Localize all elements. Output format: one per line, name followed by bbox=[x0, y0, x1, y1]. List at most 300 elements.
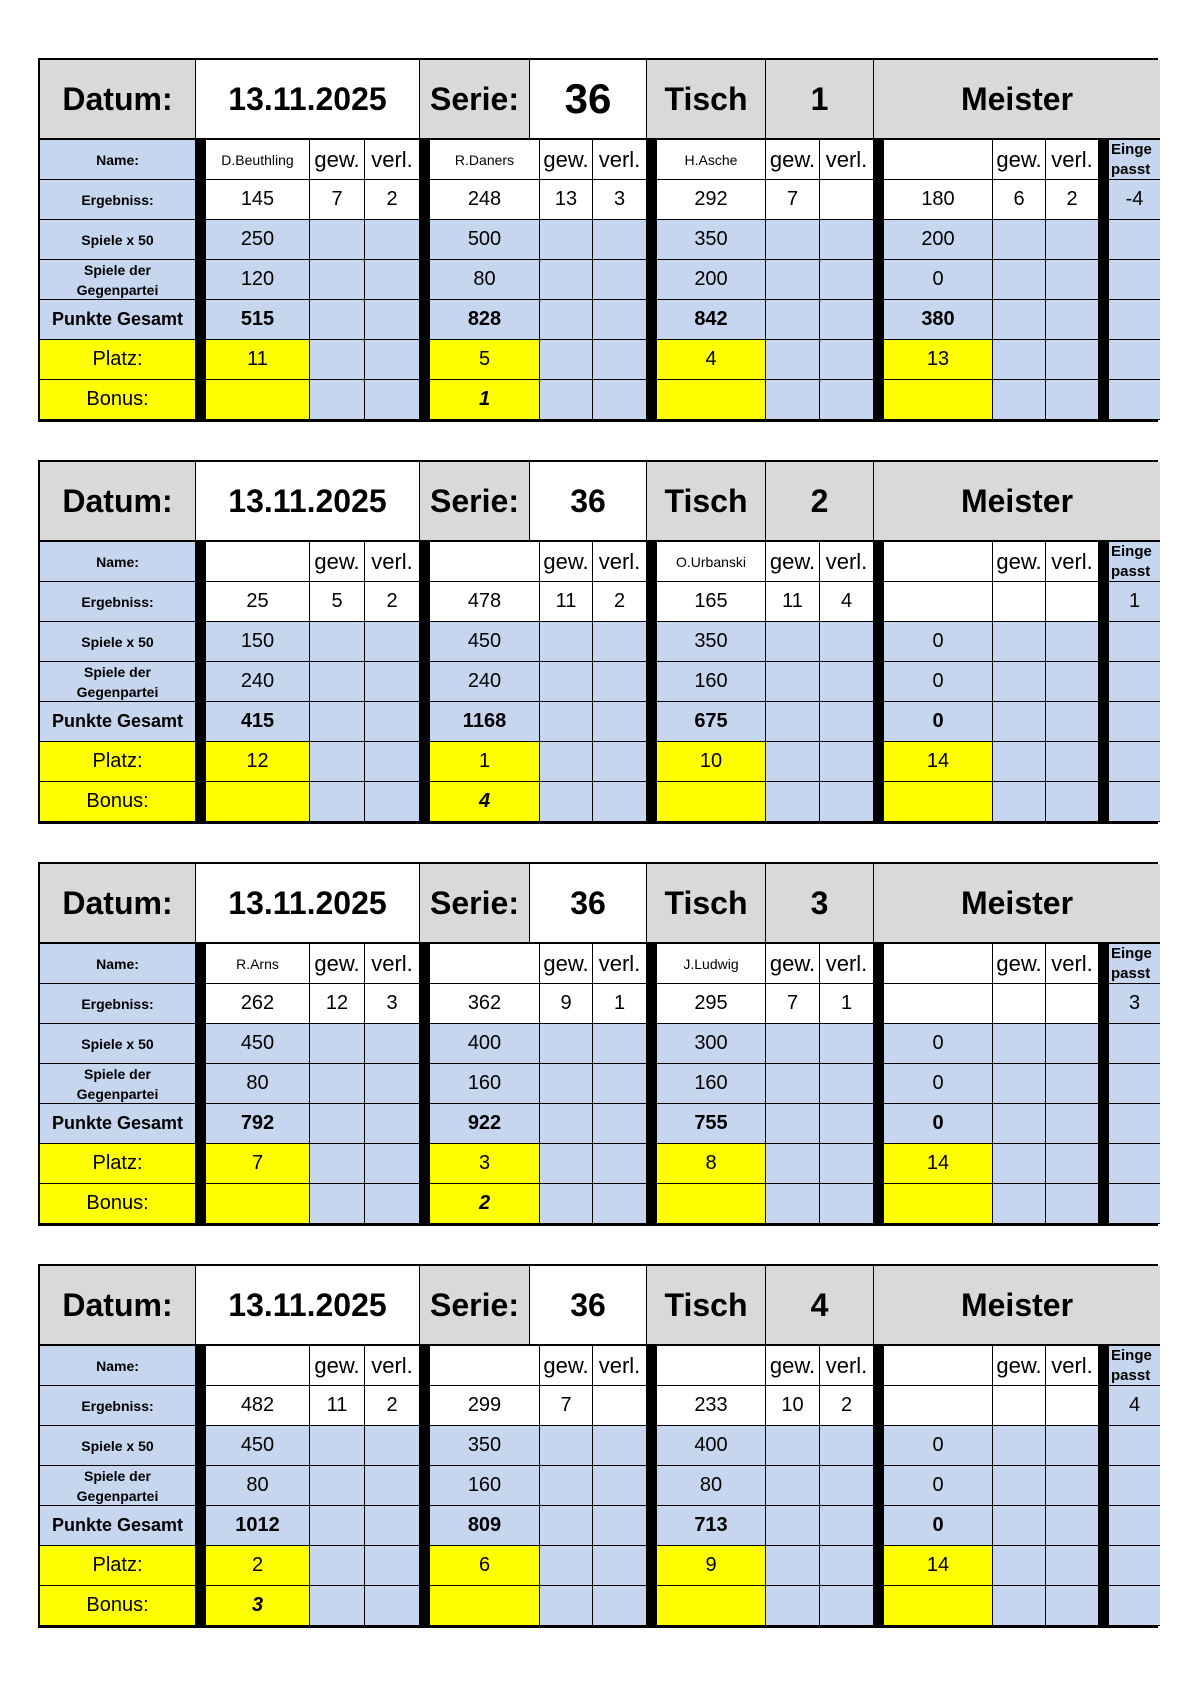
player-1-spiele50: 250 bbox=[206, 220, 310, 260]
gew-empty bbox=[766, 1064, 820, 1104]
player-2-ergebnis: 248 bbox=[430, 180, 540, 220]
player-1-gew: 7 bbox=[310, 180, 365, 220]
verl-empty bbox=[1046, 1426, 1099, 1466]
player-4-verl bbox=[1046, 1386, 1099, 1426]
gew-empty bbox=[993, 742, 1046, 782]
gew-empty bbox=[310, 340, 365, 380]
player-3-verl: 2 bbox=[820, 1386, 874, 1426]
gew-empty bbox=[310, 1426, 365, 1466]
row-label-bonus: Bonus: bbox=[40, 1586, 196, 1626]
player-1-name: R.Arns bbox=[206, 944, 310, 984]
player-2-name bbox=[430, 542, 540, 582]
row-label-gegenpartei bbox=[40, 1064, 196, 1104]
player-3-bonus bbox=[657, 782, 766, 822]
einge-line: Einge bbox=[1111, 945, 1152, 962]
gew-empty bbox=[993, 1144, 1046, 1184]
player-2-gew: 7 bbox=[540, 1386, 593, 1426]
player-4-gegen: 0 bbox=[884, 662, 993, 702]
einge-empty bbox=[1109, 1546, 1160, 1586]
verl-empty bbox=[365, 1546, 420, 1586]
serie-value: 36 bbox=[530, 60, 647, 140]
verl-empty bbox=[820, 340, 874, 380]
verl-empty bbox=[365, 1144, 420, 1184]
player-3-name: J.Ludwig bbox=[657, 944, 766, 984]
player-1-ergebnis: 482 bbox=[206, 1386, 310, 1426]
player-4-gegen: 0 bbox=[884, 260, 993, 300]
gew-header: gew. bbox=[540, 140, 593, 180]
einge-line: Einge bbox=[1111, 1347, 1152, 1364]
verl-empty bbox=[593, 220, 647, 260]
gew-empty bbox=[993, 662, 1046, 702]
gew-empty bbox=[993, 1586, 1046, 1626]
gew-empty bbox=[766, 1506, 820, 1546]
verl-empty bbox=[820, 702, 874, 742]
gew-empty bbox=[310, 1064, 365, 1104]
player-1-spiele50: 150 bbox=[206, 622, 310, 662]
gew-empty bbox=[993, 380, 1046, 420]
gew-header: gew. bbox=[993, 944, 1046, 984]
player-1-bonus bbox=[206, 380, 310, 420]
verl-empty bbox=[593, 1466, 647, 1506]
gew-empty bbox=[310, 782, 365, 822]
player-3-spiele50: 350 bbox=[657, 220, 766, 260]
gew-empty bbox=[310, 1144, 365, 1184]
einge-passt-value: 3 bbox=[1109, 984, 1160, 1024]
row-label-spiele50: Spiele x 50 bbox=[40, 622, 196, 662]
verl-empty bbox=[1046, 1506, 1099, 1546]
player-2-gew: 13 bbox=[540, 180, 593, 220]
player-3-spiele50: 350 bbox=[657, 622, 766, 662]
serie-label: Serie: bbox=[420, 462, 530, 542]
einge-empty bbox=[1109, 1184, 1160, 1224]
gew-empty bbox=[540, 1104, 593, 1144]
verl-empty bbox=[593, 380, 647, 420]
einge-line: Einge bbox=[1111, 141, 1152, 158]
player-3-spiele50: 400 bbox=[657, 1426, 766, 1466]
verl-empty bbox=[593, 1184, 647, 1224]
verl-empty bbox=[365, 1064, 420, 1104]
gew-empty bbox=[540, 1466, 593, 1506]
row-label-bonus: Bonus: bbox=[40, 782, 196, 822]
player-2-gew: 9 bbox=[540, 984, 593, 1024]
player-1-gew: 11 bbox=[310, 1386, 365, 1426]
meister-label: Meister bbox=[874, 60, 1160, 140]
player-3-ergebnis: 292 bbox=[657, 180, 766, 220]
row-label-bonus: Bonus: bbox=[40, 1184, 196, 1224]
verl-header: verl. bbox=[365, 1346, 420, 1386]
verl-empty bbox=[593, 702, 647, 742]
row-label-line: Spiele der bbox=[84, 1065, 151, 1082]
gew-empty bbox=[993, 622, 1046, 662]
player-3-name bbox=[657, 1346, 766, 1386]
einge-empty bbox=[1109, 1426, 1160, 1466]
gew-empty bbox=[766, 662, 820, 702]
row-label-spiele50: Spiele x 50 bbox=[40, 220, 196, 260]
player-2-name: R.Daners bbox=[430, 140, 540, 180]
einge-passt-value: 4 bbox=[1109, 1386, 1160, 1426]
gew-empty bbox=[993, 260, 1046, 300]
gew-empty bbox=[540, 220, 593, 260]
player-1-ergebnis: 25 bbox=[206, 582, 310, 622]
gew-header: gew. bbox=[766, 140, 820, 180]
column-separator bbox=[196, 944, 206, 1224]
einge-line: passt bbox=[1111, 1367, 1151, 1384]
player-4-name bbox=[884, 140, 993, 180]
player-2-name bbox=[430, 1346, 540, 1386]
verl-empty bbox=[365, 1586, 420, 1626]
einge-passt-header bbox=[1109, 1346, 1160, 1386]
row-label-bonus: Bonus: bbox=[40, 380, 196, 420]
gew-empty bbox=[540, 380, 593, 420]
gew-empty bbox=[310, 260, 365, 300]
tisch-label: Tisch bbox=[647, 1266, 766, 1346]
player-3-gegen: 200 bbox=[657, 260, 766, 300]
player-3-gegen: 80 bbox=[657, 1466, 766, 1506]
column-separator bbox=[874, 944, 884, 1224]
player-3-spiele50: 300 bbox=[657, 1024, 766, 1064]
player-2-platz: 5 bbox=[430, 340, 540, 380]
verl-empty bbox=[1046, 1144, 1099, 1184]
player-4-gew bbox=[993, 1386, 1046, 1426]
player-2-ergebnis: 299 bbox=[430, 1386, 540, 1426]
score-table-tisch-2 bbox=[38, 460, 1158, 824]
row-label-punkte: Punkte Gesamt bbox=[40, 702, 196, 742]
datum-value: 13.11.2025 bbox=[196, 864, 420, 944]
datum-label: Datum: bbox=[40, 60, 196, 140]
einge-empty bbox=[1109, 1586, 1160, 1626]
einge-passt-header bbox=[1109, 944, 1160, 984]
player-1-gew: 12 bbox=[310, 984, 365, 1024]
verl-empty bbox=[593, 1426, 647, 1466]
column-separator bbox=[874, 140, 884, 420]
verl-empty bbox=[365, 300, 420, 340]
einge-empty bbox=[1109, 702, 1160, 742]
player-4-bonus bbox=[884, 380, 993, 420]
player-2-gegen: 80 bbox=[430, 260, 540, 300]
serie-value: 36 bbox=[530, 462, 647, 542]
verl-empty bbox=[1046, 1466, 1099, 1506]
player-4-name bbox=[884, 944, 993, 984]
einge-empty bbox=[1109, 300, 1160, 340]
meister-label: Meister bbox=[874, 462, 1160, 542]
player-3-verl bbox=[820, 180, 874, 220]
verl-empty bbox=[365, 1024, 420, 1064]
player-4-punkte: 0 bbox=[884, 702, 993, 742]
verl-empty bbox=[1046, 702, 1099, 742]
verl-empty bbox=[1046, 1064, 1099, 1104]
gew-empty bbox=[993, 1466, 1046, 1506]
player-3-gegen: 160 bbox=[657, 1064, 766, 1104]
row-label-line: Spiele der bbox=[84, 1467, 151, 1484]
gew-empty bbox=[993, 340, 1046, 380]
einge-passt-header bbox=[1109, 542, 1160, 582]
player-4-punkte: 380 bbox=[884, 300, 993, 340]
row-label-ergebnis: Ergebniss: bbox=[40, 180, 196, 220]
gew-header: gew. bbox=[993, 1346, 1046, 1386]
row-label-punkte: Punkte Gesamt bbox=[40, 1506, 196, 1546]
player-1-gegen: 240 bbox=[206, 662, 310, 702]
datum-label: Datum: bbox=[40, 462, 196, 542]
player-1-punkte: 792 bbox=[206, 1104, 310, 1144]
verl-empty bbox=[365, 340, 420, 380]
verl-empty bbox=[820, 1144, 874, 1184]
player-1-verl: 3 bbox=[365, 984, 420, 1024]
score-table-tisch-4 bbox=[38, 1264, 1158, 1628]
player-4-ergebnis bbox=[884, 1386, 993, 1426]
column-separator bbox=[420, 1346, 430, 1626]
tisch-value: 3 bbox=[766, 864, 874, 944]
verl-empty bbox=[593, 1024, 647, 1064]
gew-empty bbox=[540, 1024, 593, 1064]
verl-header: verl. bbox=[593, 944, 647, 984]
player-2-punkte: 828 bbox=[430, 300, 540, 340]
gew-empty bbox=[540, 1064, 593, 1104]
row-label-line: Gegenpartei bbox=[76, 1085, 159, 1102]
verl-empty bbox=[593, 1144, 647, 1184]
einge-empty bbox=[1109, 1104, 1160, 1144]
row-label-gegenpartei bbox=[40, 662, 196, 702]
player-4-punkte: 0 bbox=[884, 1104, 993, 1144]
gew-empty bbox=[310, 1184, 365, 1224]
player-2-platz: 1 bbox=[430, 742, 540, 782]
verl-empty bbox=[1046, 1184, 1099, 1224]
serie-label: Serie: bbox=[420, 60, 530, 140]
player-4-punkte: 0 bbox=[884, 1506, 993, 1546]
verl-empty bbox=[1046, 1546, 1099, 1586]
verl-empty bbox=[593, 1064, 647, 1104]
gew-empty bbox=[310, 742, 365, 782]
verl-header: verl. bbox=[593, 1346, 647, 1386]
player-2-verl: 1 bbox=[593, 984, 647, 1024]
player-2-verl: 3 bbox=[593, 180, 647, 220]
gew-empty bbox=[766, 1586, 820, 1626]
gew-empty bbox=[540, 742, 593, 782]
einge-passt-value: 1 bbox=[1109, 582, 1160, 622]
verl-empty bbox=[820, 1104, 874, 1144]
player-3-gegen: 160 bbox=[657, 662, 766, 702]
verl-empty bbox=[593, 1506, 647, 1546]
player-2-name bbox=[430, 944, 540, 984]
tisch-value: 4 bbox=[766, 1266, 874, 1346]
meister-label: Meister bbox=[874, 864, 1160, 944]
gew-empty bbox=[766, 260, 820, 300]
verl-header: verl. bbox=[820, 1346, 874, 1386]
datum-label: Datum: bbox=[40, 864, 196, 944]
gew-empty bbox=[310, 622, 365, 662]
tisch-value: 1 bbox=[766, 60, 874, 140]
player-3-platz: 8 bbox=[657, 1144, 766, 1184]
player-4-platz: 14 bbox=[884, 1144, 993, 1184]
gew-empty bbox=[993, 1024, 1046, 1064]
gew-empty bbox=[310, 1506, 365, 1546]
gew-header: gew. bbox=[540, 1346, 593, 1386]
gew-header: gew. bbox=[310, 542, 365, 582]
einge-empty bbox=[1109, 662, 1160, 702]
player-4-name bbox=[884, 542, 993, 582]
gew-empty bbox=[310, 1104, 365, 1144]
verl-empty bbox=[365, 220, 420, 260]
verl-empty bbox=[820, 220, 874, 260]
player-2-spiele50: 450 bbox=[430, 622, 540, 662]
gew-empty bbox=[766, 300, 820, 340]
gew-header: gew. bbox=[310, 944, 365, 984]
verl-empty bbox=[365, 1426, 420, 1466]
gew-empty bbox=[766, 1426, 820, 1466]
player-3-name: O.Urbanski bbox=[657, 542, 766, 582]
einge-empty bbox=[1109, 782, 1160, 822]
gew-header: gew. bbox=[310, 1346, 365, 1386]
gew-empty bbox=[310, 1466, 365, 1506]
player-2-spiele50: 350 bbox=[430, 1426, 540, 1466]
player-3-verl: 4 bbox=[820, 582, 874, 622]
gew-empty bbox=[540, 702, 593, 742]
player-4-ergebnis bbox=[884, 984, 993, 1024]
player-2-gegen: 160 bbox=[430, 1466, 540, 1506]
einge-line: Einge bbox=[1111, 543, 1152, 560]
column-separator bbox=[196, 1346, 206, 1626]
verl-empty bbox=[1046, 782, 1099, 822]
column-separator bbox=[647, 542, 657, 822]
player-1-name bbox=[206, 1346, 310, 1386]
player-3-platz: 4 bbox=[657, 340, 766, 380]
verl-empty bbox=[1046, 380, 1099, 420]
score-table-tisch-1 bbox=[38, 58, 1158, 422]
player-4-platz: 14 bbox=[884, 742, 993, 782]
player-1-spiele50: 450 bbox=[206, 1024, 310, 1064]
gew-empty bbox=[993, 220, 1046, 260]
gew-empty bbox=[766, 1546, 820, 1586]
row-label-line: Spiele der bbox=[84, 663, 151, 680]
player-1-punkte: 415 bbox=[206, 702, 310, 742]
player-4-platz: 13 bbox=[884, 340, 993, 380]
player-2-punkte: 1168 bbox=[430, 702, 540, 742]
player-2-bonus: 1 bbox=[430, 380, 540, 420]
verl-empty bbox=[1046, 300, 1099, 340]
player-4-verl bbox=[1046, 984, 1099, 1024]
verl-empty bbox=[820, 662, 874, 702]
verl-empty bbox=[593, 300, 647, 340]
row-label-platz: Platz: bbox=[40, 340, 196, 380]
row-label-name: Name: bbox=[40, 1346, 196, 1386]
gew-empty bbox=[540, 1144, 593, 1184]
gew-empty bbox=[766, 742, 820, 782]
player-4-gegen: 0 bbox=[884, 1064, 993, 1104]
row-label-platz: Platz: bbox=[40, 1144, 196, 1184]
gew-header: gew. bbox=[540, 944, 593, 984]
player-1-platz: 12 bbox=[206, 742, 310, 782]
gew-empty bbox=[540, 1184, 593, 1224]
player-2-punkte: 809 bbox=[430, 1506, 540, 1546]
verl-empty bbox=[1046, 220, 1099, 260]
einge-empty bbox=[1109, 260, 1160, 300]
player-2-ergebnis: 478 bbox=[430, 582, 540, 622]
gew-empty bbox=[310, 1586, 365, 1626]
gew-empty bbox=[540, 1506, 593, 1546]
player-4-spiele50: 0 bbox=[884, 622, 993, 662]
player-4-ergebnis bbox=[884, 582, 993, 622]
verl-empty bbox=[365, 782, 420, 822]
einge-line: passt bbox=[1111, 563, 1151, 580]
player-1-name: D.Beuthling bbox=[206, 140, 310, 180]
player-1-bonus bbox=[206, 1184, 310, 1224]
player-1-gegen: 80 bbox=[206, 1466, 310, 1506]
player-4-bonus bbox=[884, 1184, 993, 1224]
verl-empty bbox=[365, 1104, 420, 1144]
gew-header: gew. bbox=[766, 944, 820, 984]
gew-empty bbox=[766, 380, 820, 420]
row-label-line: Spiele der bbox=[84, 261, 151, 278]
gew-empty bbox=[310, 702, 365, 742]
row-label-ergebnis: Ergebniss: bbox=[40, 582, 196, 622]
player-3-ergebnis: 233 bbox=[657, 1386, 766, 1426]
gew-empty bbox=[766, 1104, 820, 1144]
row-label-line: Gegenpartei bbox=[76, 1487, 159, 1504]
einge-passt-value: -4 bbox=[1109, 180, 1160, 220]
player-4-gew bbox=[993, 582, 1046, 622]
player-4-bonus bbox=[884, 782, 993, 822]
einge-empty bbox=[1109, 1064, 1160, 1104]
gew-empty bbox=[310, 1546, 365, 1586]
serie-label: Serie: bbox=[420, 864, 530, 944]
gew-header: gew. bbox=[993, 542, 1046, 582]
player-2-spiele50: 400 bbox=[430, 1024, 540, 1064]
gew-empty bbox=[540, 662, 593, 702]
score-table-tisch-3 bbox=[38, 862, 1158, 1226]
gew-empty bbox=[540, 260, 593, 300]
player-1-verl: 2 bbox=[365, 582, 420, 622]
verl-empty bbox=[820, 1586, 874, 1626]
verl-empty bbox=[1046, 1586, 1099, 1626]
verl-header: verl. bbox=[365, 140, 420, 180]
gew-empty bbox=[993, 1506, 1046, 1546]
gew-empty bbox=[766, 782, 820, 822]
gew-empty bbox=[540, 300, 593, 340]
player-2-gegen: 240 bbox=[430, 662, 540, 702]
verl-header: verl. bbox=[1046, 1346, 1099, 1386]
datum-value: 13.11.2025 bbox=[196, 462, 420, 542]
player-4-verl: 2 bbox=[1046, 180, 1099, 220]
player-3-platz: 9 bbox=[657, 1546, 766, 1586]
row-label-ergebnis: Ergebniss: bbox=[40, 984, 196, 1024]
verl-header: verl. bbox=[820, 542, 874, 582]
verl-empty bbox=[365, 1506, 420, 1546]
player-1-bonus bbox=[206, 782, 310, 822]
player-3-verl: 1 bbox=[820, 984, 874, 1024]
meister-label: Meister bbox=[874, 1266, 1160, 1346]
player-1-platz: 7 bbox=[206, 1144, 310, 1184]
verl-empty bbox=[820, 782, 874, 822]
player-2-bonus: 2 bbox=[430, 1184, 540, 1224]
verl-empty bbox=[820, 380, 874, 420]
column-separator bbox=[1099, 542, 1109, 822]
row-label-punkte: Punkte Gesamt bbox=[40, 1104, 196, 1144]
gew-empty bbox=[993, 1184, 1046, 1224]
verl-empty bbox=[365, 260, 420, 300]
column-separator bbox=[1099, 140, 1109, 420]
verl-empty bbox=[365, 622, 420, 662]
row-label-spiele50: Spiele x 50 bbox=[40, 1024, 196, 1064]
verl-empty bbox=[593, 622, 647, 662]
column-separator bbox=[1099, 1346, 1109, 1626]
einge-empty bbox=[1109, 1024, 1160, 1064]
gew-empty bbox=[540, 782, 593, 822]
column-separator bbox=[420, 542, 430, 822]
column-separator bbox=[874, 542, 884, 822]
player-3-gew: 10 bbox=[766, 1386, 820, 1426]
verl-empty bbox=[820, 1506, 874, 1546]
verl-header: verl. bbox=[1046, 542, 1099, 582]
verl-empty bbox=[820, 1466, 874, 1506]
